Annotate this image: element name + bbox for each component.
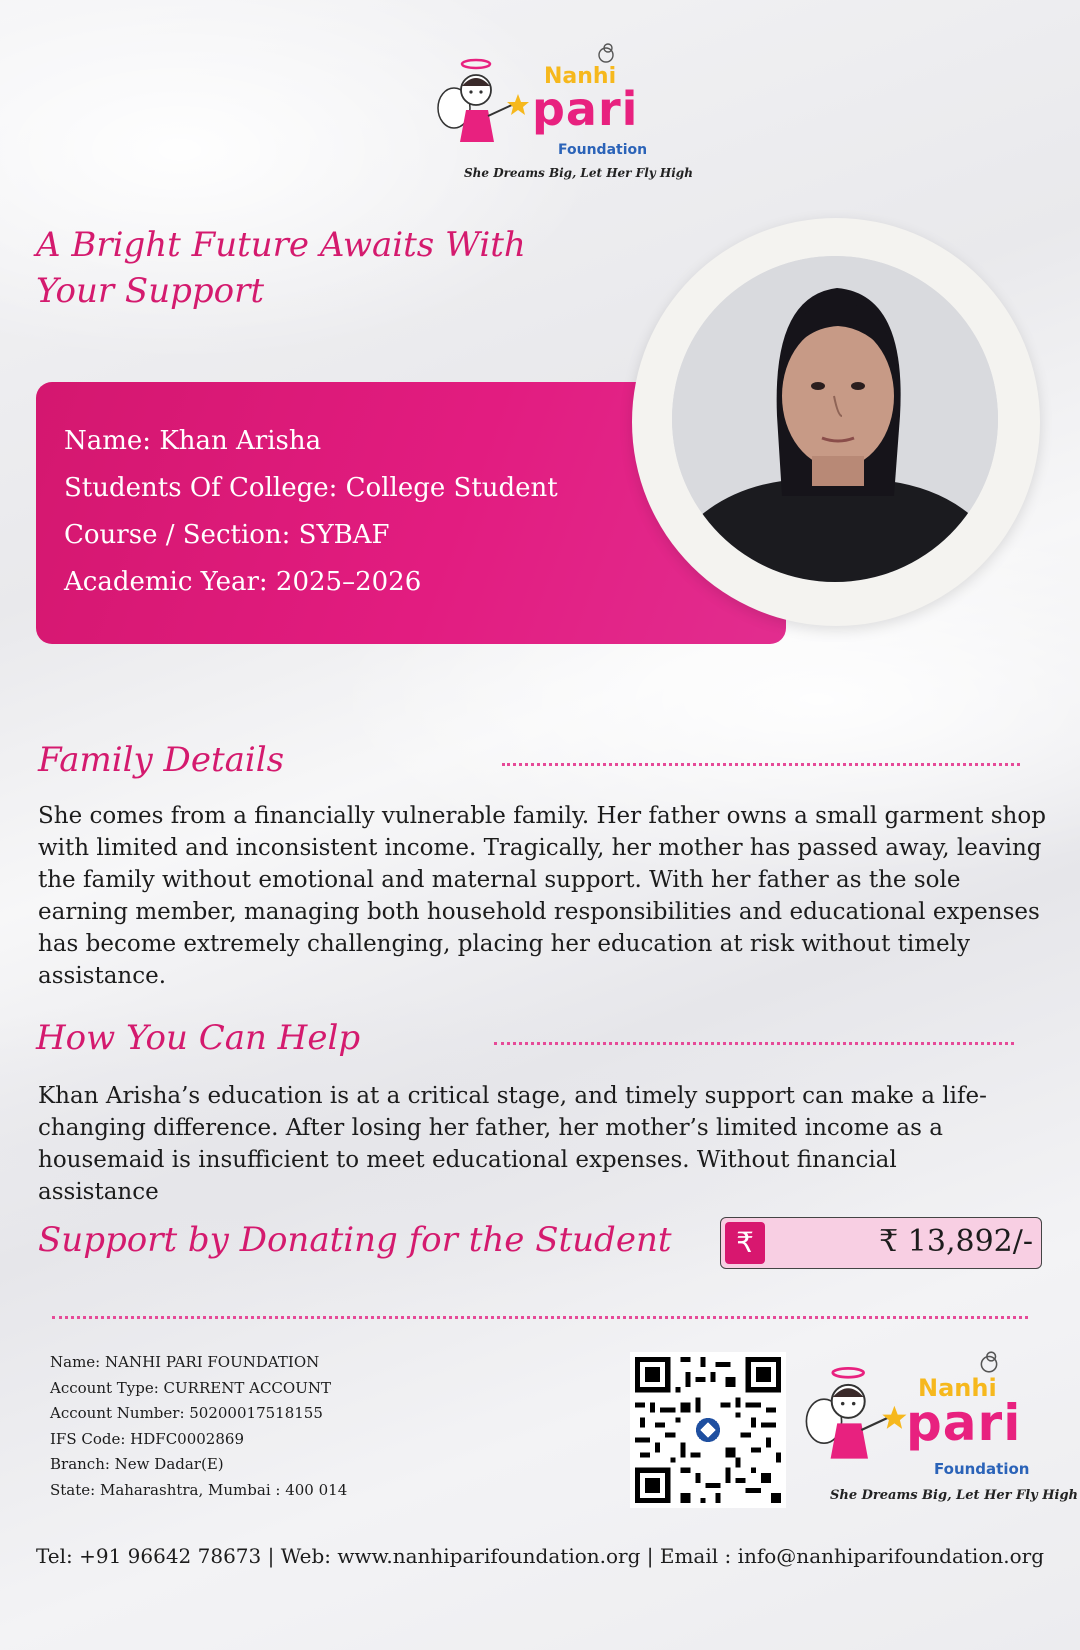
- donation-title: Support by Donating for the Student: [38, 1220, 672, 1260]
- how-you-can-help-title: How You Can Help: [36, 1018, 361, 1058]
- headline: A Bright Future Awaits With Your Support: [36, 225, 526, 311]
- contact-footer: Tel: +91 96642 78673 | Web: www.nanhiparifoundation.org | Email : info@nanhiparifoundation.org: [35, 1544, 1045, 1568]
- bank-state: State: Maharashtra, Mumbai : 400 014: [50, 1480, 348, 1499]
- how-you-can-help-text: Khan Arisha’s education is at a critical stage, and timely support can make a life-changing difference. After losing her father, her mother’s limited income as a housemaid is insufficient to meet educational expenses. Without financial assistance: [38, 1083, 987, 1205]
- logo-tagline: She Dreams Big, Let Her Fly High: [464, 166, 693, 180]
- bank-ifsc-code: IFS Code: HDFC0002869: [50, 1429, 244, 1448]
- bird-icon: [978, 1350, 1000, 1374]
- donation-amount-box: [720, 1217, 1042, 1269]
- logo-pari-text: pari: [532, 82, 639, 136]
- payment-qr-code[interactable]: [630, 1352, 786, 1508]
- bank-details: [50, 1350, 347, 1503]
- family-details-title: Family Details: [38, 740, 285, 780]
- student-portrait-icon: [672, 256, 998, 582]
- bird-icon: [596, 42, 616, 64]
- logo-tagline: She Dreams Big, Let Her Fly High: [830, 1488, 1079, 1503]
- fairy-icon: [436, 56, 532, 156]
- student-course: Course / Section: SYBAF: [64, 520, 390, 550]
- bank-account-number: Account Number: 50200017518155: [50, 1404, 323, 1422]
- footer-divider: [52, 1316, 1028, 1319]
- family-details-text: She comes from a financially vulnerable family. Her father owns a small garment shop with limited and inconsistent income. Tragically, her mother has passed away, leaving the family without emotional and maternal support. With her father as the sole earning member, managing both household responsibilities and educational expenses has become extremely challenging, placing her education at risk without timely assistance.: [38, 803, 1046, 989]
- logo-foundation-text: Foundation: [558, 142, 648, 158]
- donation-amount: ₹ 13,892/-: [879, 1224, 1033, 1259]
- student-academic-year: Academic Year: 2025–2026: [64, 567, 422, 597]
- qr-code-icon: [630, 1352, 786, 1508]
- family-divider: [502, 763, 1020, 766]
- help-divider: [494, 1042, 1014, 1045]
- bank-branch: Branch: New Dadar(E): [50, 1455, 224, 1473]
- header-logo: [436, 42, 693, 187]
- logo-foundation-text: Foundation: [934, 1460, 1030, 1478]
- logo-nanhi-text: Nanhi: [544, 64, 617, 89]
- fairy-icon: [804, 1364, 910, 1474]
- student-college: Students Of College: College Student: [64, 473, 558, 503]
- bank-account-type: Account Type: CURRENT ACCOUNT: [50, 1378, 331, 1397]
- student-name: Name: Khan Arisha: [64, 426, 322, 456]
- student-photo: [672, 256, 998, 582]
- logo-pari-text: pari: [906, 1394, 1022, 1452]
- footer-logo: [804, 1350, 1079, 1510]
- logo-nanhi-text: Nanhi: [918, 1374, 997, 1402]
- bank-account-name: Name: NANHI PARI FOUNDATION: [50, 1353, 320, 1371]
- rupee-icon: ₹: [725, 1222, 765, 1264]
